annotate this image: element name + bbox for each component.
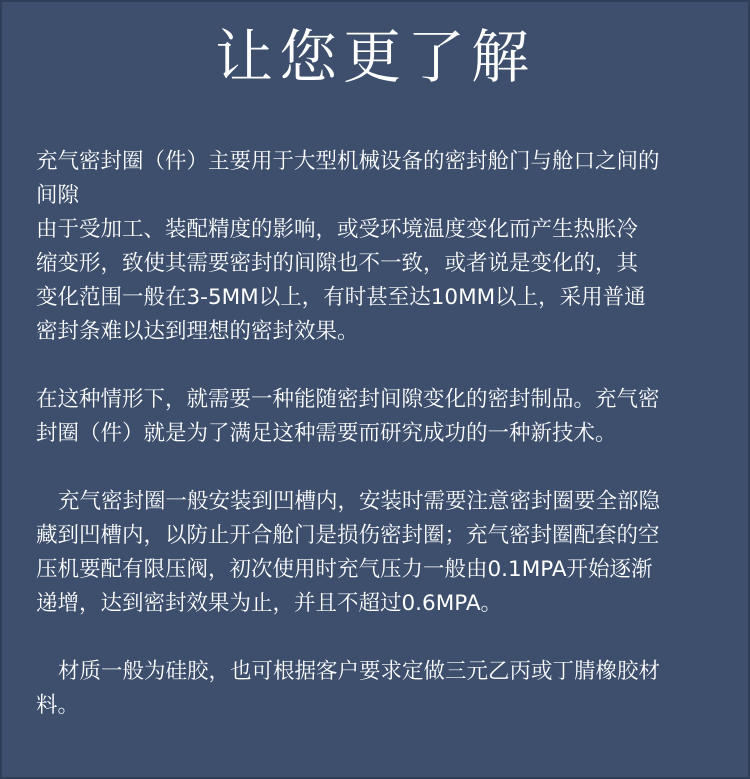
paragraph-intro <box>36 145 720 349</box>
paragraph-need <box>36 383 720 451</box>
paragraph-gap <box>36 451 720 485</box>
text-line: 藏到凹槽内，以防止开合舱门是损伤密封圈；充气密封圈配套的空 <box>36 523 660 548</box>
text-line: 缩变形，致使其需要密封的间隙也不一致，或者说是变化的，其 <box>36 251 639 276</box>
text-line: 充气密封圈（件）主要用于大型机械设备的密封舱门与舱口之间的 <box>36 149 660 174</box>
text-line: 材质一般为硅胶，也可根据客户要求定做三元乙丙或丁腈橡胶材 <box>58 659 661 684</box>
body-text <box>36 145 720 723</box>
text-line: 递增，达到密封效果为止，并且不超过0.6MPA。 <box>36 591 503 616</box>
text-line: 在这种情形下，就需要一种能随密封间隙变化的密封制品。充气密 <box>36 387 660 412</box>
paragraph-gap <box>36 621 720 655</box>
text-line: 封圈（件）就是为了满足这种需要而研究成功的一种新技术。 <box>36 421 617 446</box>
page-title: 让您更了解 <box>214 23 535 91</box>
text-line: 变化范围一般在3-5MM以上，有时甚至达10MM以上，采用普通 <box>36 285 646 310</box>
text-line: 由于受加工、装配精度的影响，或受环境温度变化而产生热胀冷 <box>36 217 639 242</box>
text-line: 料。 <box>36 693 80 718</box>
paragraph-installation <box>36 485 720 621</box>
text-line: 充气密封圈一般安装到凹槽内，安装时需要注意密封圈要全部隐 <box>58 489 661 514</box>
paragraph-gap <box>36 349 720 383</box>
text-line: 密封条难以达到理想的密封效果。 <box>36 319 359 344</box>
text-line: 压机要配有限压阀，初次使用时充气压力一般由0.1MPA开始逐渐 <box>36 557 653 582</box>
text-line: 间隙 <box>36 183 80 208</box>
paragraph-material <box>36 655 720 723</box>
